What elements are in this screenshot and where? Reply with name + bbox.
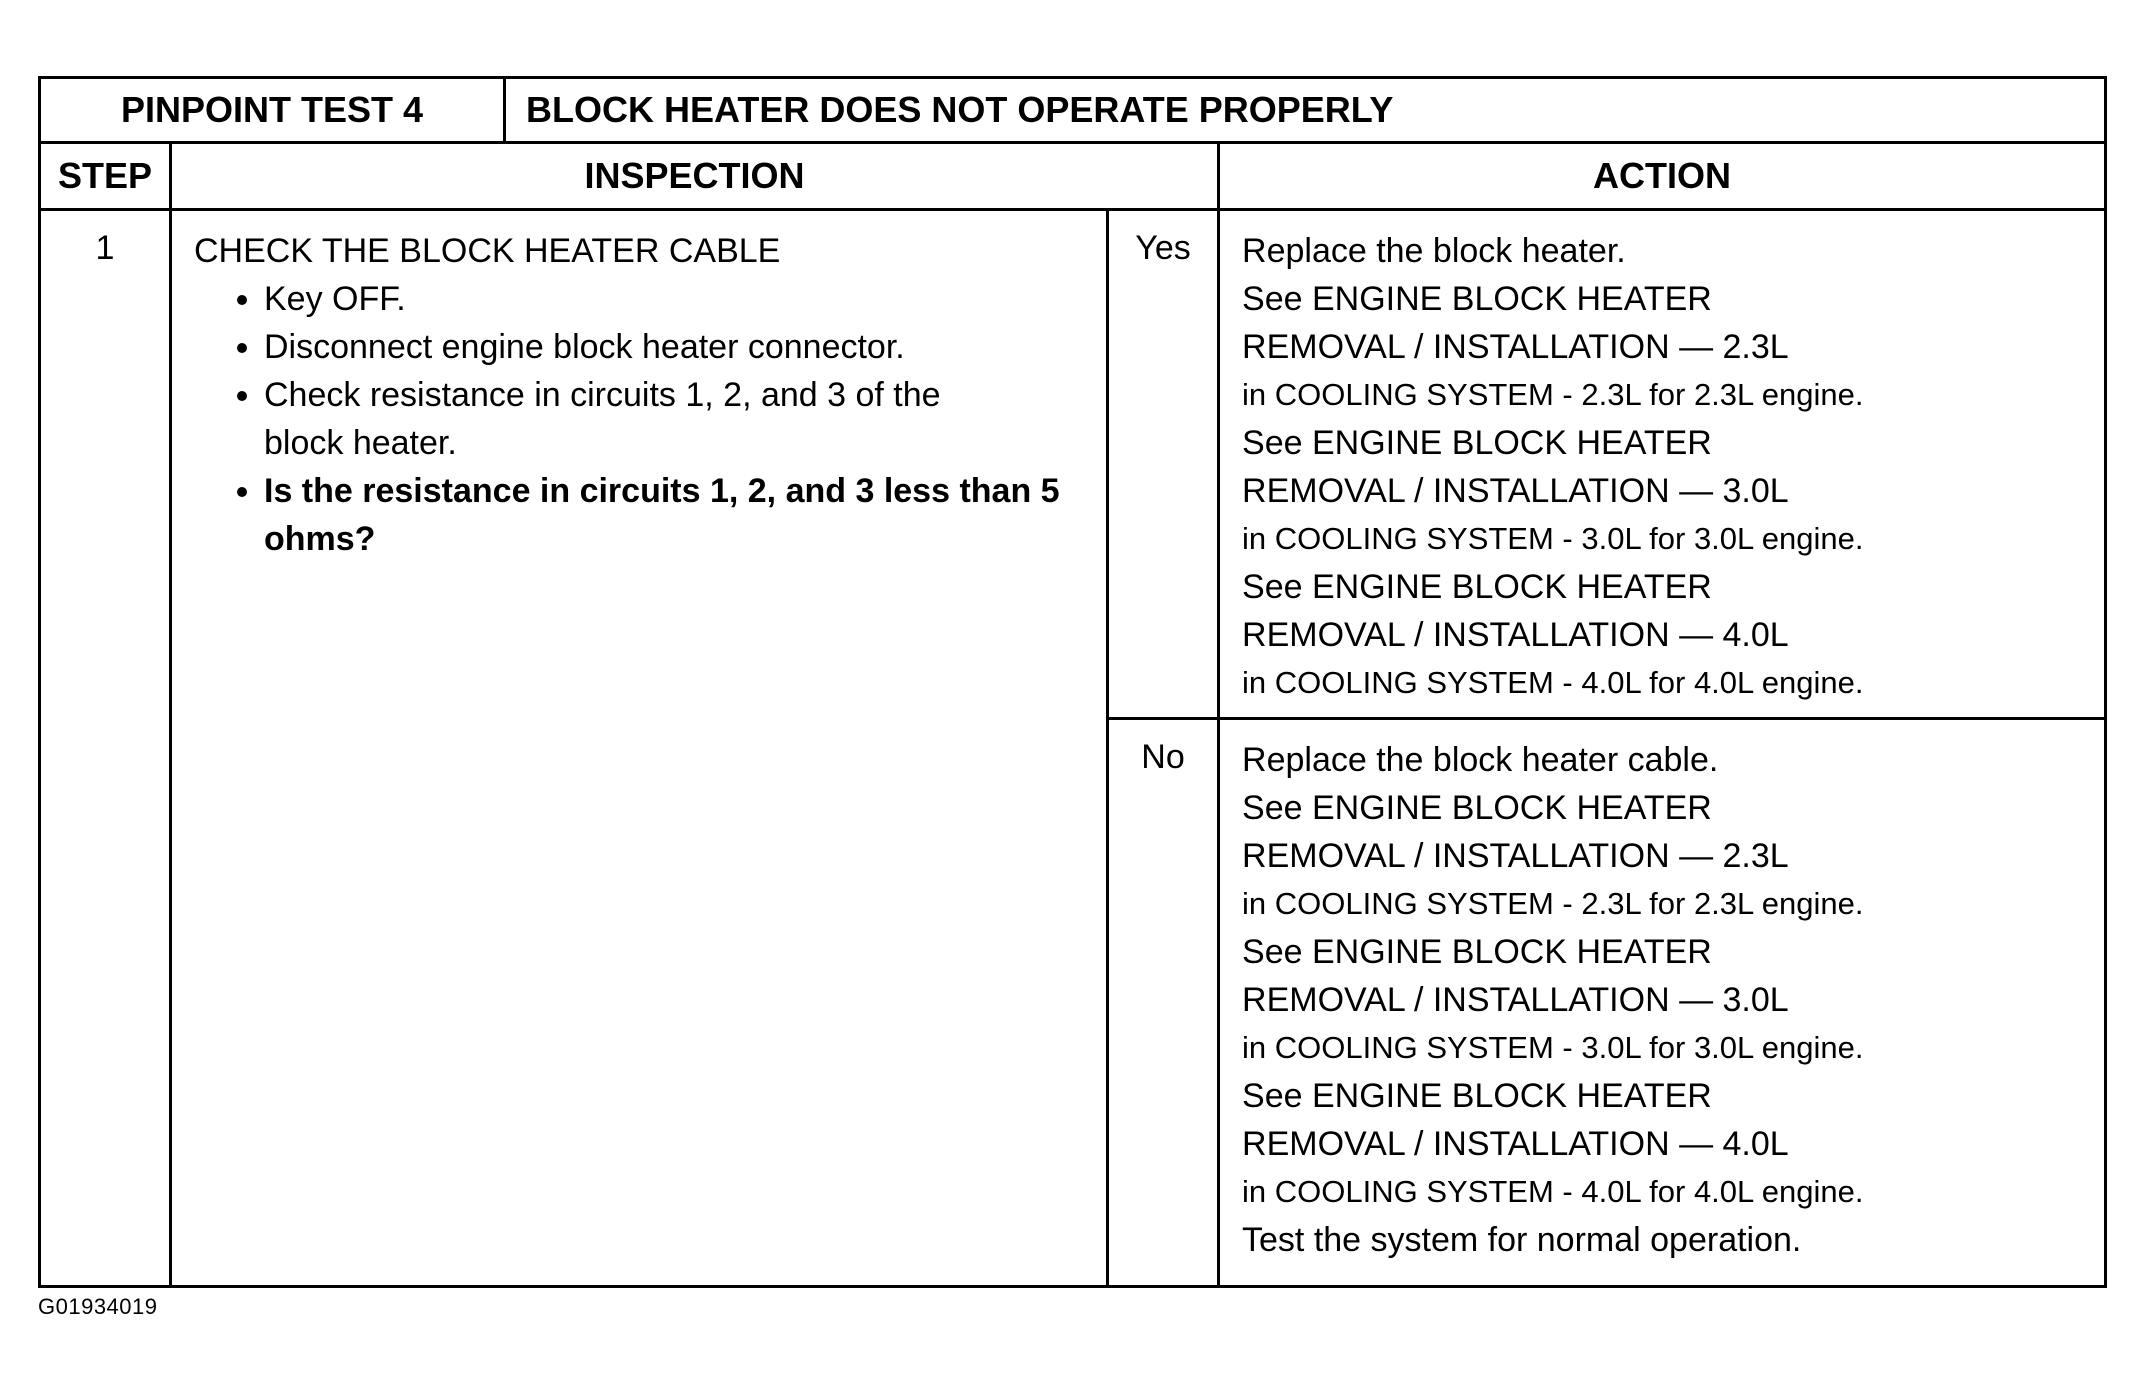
step-number: 1 — [40, 210, 171, 1287]
step-row-yes — [40, 210, 2106, 719]
inspection-bullet: • Disconnect engine block heater connector. — [264, 323, 1086, 371]
inspection-bullet: • Key OFF. — [264, 275, 1086, 323]
action-line: in COOLING SYSTEM - 4.0L for 4.0L engine. — [1242, 665, 1864, 700]
action-line: in COOLING SYSTEM - 2.3L for 2.3L engine. — [1242, 886, 1864, 921]
inspection-bullet: • Check resistance in circuits 1, 2, and 3 of the block heater. — [264, 371, 1086, 467]
inspection-column-header: INSPECTION — [171, 143, 1219, 210]
action-line: in COOLING SYSTEM - 4.0L for 4.0L engine. — [1242, 1174, 1864, 1209]
inspection-question: • Is the resistance in circuits 1, 2, and 3 less than 5 ohms? — [264, 467, 1086, 563]
figure-code: G01934019 — [38, 1294, 158, 1319]
action-line: See ENGINE BLOCK HEATER — [1242, 789, 1712, 827]
action-line: in COOLING SYSTEM - 2.3L for 2.3L engine. — [1242, 377, 1864, 412]
inspection-cell — [171, 210, 1108, 1287]
action-line: REMOVAL / INSTALLATION — 4.0L — [1242, 616, 1789, 654]
action-line: REMOVAL / INSTALLATION — 4.0L — [1242, 1125, 1789, 1163]
pinpoint-test-table — [38, 76, 2107, 1288]
action-line: See ENGINE BLOCK HEATER — [1242, 933, 1712, 971]
action-line: Replace the block heater cable. — [1242, 741, 1719, 779]
pinpoint-test-sheet — [38, 76, 2104, 1288]
column-header-row — [40, 143, 2106, 210]
inspection-bullets — [194, 275, 1086, 563]
action-line: REMOVAL / INSTALLATION — 3.0L — [1242, 472, 1789, 510]
action-line: in COOLING SYSTEM - 3.0L for 3.0L engine. — [1242, 1030, 1864, 1065]
action-line: Test the system for normal operation. — [1242, 1221, 1802, 1259]
action-line: See ENGINE BLOCK HEATER — [1242, 568, 1712, 606]
action-line: REMOVAL / INSTALLATION — 2.3L — [1242, 837, 1789, 875]
action-line: See ENGINE BLOCK HEATER — [1242, 424, 1712, 462]
inspection-heading: CHECK THE BLOCK HEATER CABLE — [194, 232, 781, 270]
action-line: See ENGINE BLOCK HEATER — [1242, 1077, 1712, 1115]
answer-no-label: No — [1108, 719, 1219, 1287]
title-row — [40, 78, 2106, 143]
action-no — [1219, 719, 2106, 1287]
action-line: See ENGINE BLOCK HEATER — [1242, 280, 1712, 318]
test-label: PINPOINT TEST 4 — [40, 78, 505, 143]
action-line: REMOVAL / INSTALLATION — 2.3L — [1242, 328, 1789, 366]
action-line: REMOVAL / INSTALLATION — 3.0L — [1242, 981, 1789, 1019]
answer-yes-label: Yes — [1108, 210, 1219, 719]
step-column-header: STEP — [40, 143, 171, 210]
action-line: Replace the block heater. — [1242, 232, 1626, 270]
action-yes — [1219, 210, 2106, 719]
action-column-header: ACTION — [1219, 143, 2106, 210]
test-title: BLOCK HEATER DOES NOT OPERATE PROPERLY — [505, 78, 2106, 143]
action-line: in COOLING SYSTEM - 3.0L for 3.0L engine. — [1242, 521, 1864, 556]
